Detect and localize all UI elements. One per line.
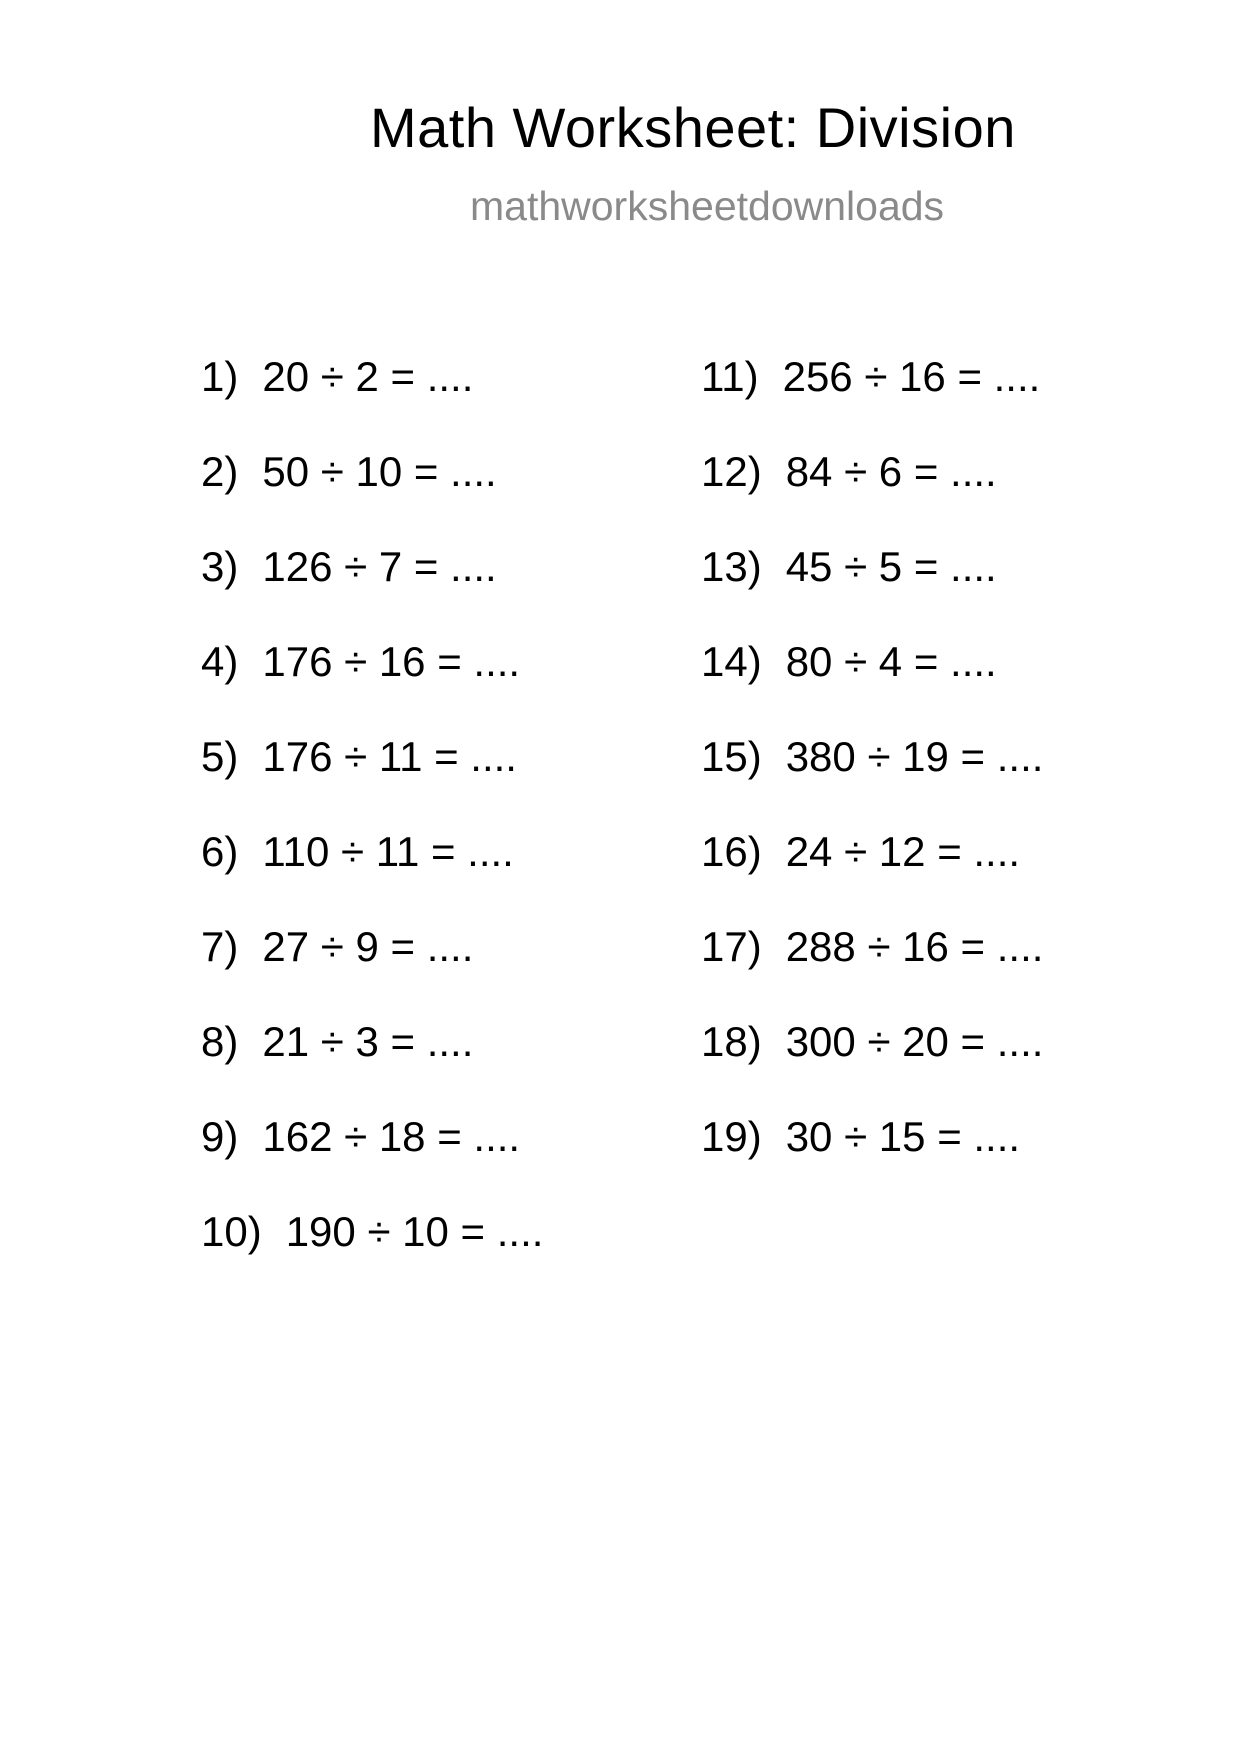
problem-number: 17) (701, 923, 762, 970)
problem-expression: 176 ÷ 16 = .... (262, 638, 521, 685)
problem-number: 6) (201, 828, 239, 875)
problem-expression: 176 ÷ 11 = .... (262, 733, 517, 780)
problem-number: 1) (201, 353, 239, 400)
problem-expression: 24 ÷ 12 = .... (785, 828, 1021, 875)
problem-number: 10) (201, 1208, 262, 1255)
page-title: Math Worksheet: Division (370, 96, 1016, 159)
problem-list-left (201, 353, 543, 1303)
problem-expression: 50 ÷ 10 = .... (262, 448, 497, 495)
problem-number: 11) (701, 353, 759, 400)
problem-list-right (701, 353, 1043, 1208)
problem-number: 8) (201, 1018, 239, 1065)
problem-expression: 45 ÷ 5 = .... (785, 543, 997, 590)
problem-expression: 126 ÷ 7 = .... (262, 543, 497, 590)
problem-expression: 300 ÷ 20 = .... (785, 1018, 1044, 1065)
problem-number: 14) (701, 638, 762, 685)
problem-number: 3) (201, 543, 239, 590)
problem-expression: 380 ÷ 19 = .... (785, 733, 1044, 780)
problem-number: 16) (701, 828, 762, 875)
problem-item (701, 353, 1043, 448)
problem-number: 18) (701, 1018, 762, 1065)
problem-number: 13) (701, 543, 762, 590)
problem-expression: 162 ÷ 18 = .... (262, 1113, 521, 1160)
problem-item (201, 353, 543, 448)
problem-expression: 110 ÷ 11 = .... (262, 828, 514, 875)
page-subtitle: mathworksheetdownloads (470, 183, 945, 229)
problem-expression: 190 ÷ 10 = .... (285, 1208, 544, 1255)
problem-item (701, 733, 1043, 828)
problem-expression: 20 ÷ 2 = .... (262, 353, 474, 400)
problem-expression: 84 ÷ 6 = .... (785, 448, 997, 495)
problem-item (201, 923, 543, 1018)
problem-number: 15) (701, 733, 762, 780)
problem-number: 5) (201, 733, 239, 780)
problem-expression: 288 ÷ 16 = .... (785, 923, 1044, 970)
problem-expression: 80 ÷ 4 = .... (785, 638, 997, 685)
problem-number: 2) (201, 448, 239, 495)
problem-item (201, 1208, 543, 1303)
problem-number: 7) (201, 923, 239, 970)
problem-item (701, 448, 1043, 543)
problem-number: 4) (201, 638, 239, 685)
problem-item (701, 923, 1043, 1018)
problem-expression: 27 ÷ 9 = .... (262, 923, 474, 970)
problem-item (701, 828, 1043, 923)
problem-item (201, 543, 543, 638)
problem-item (201, 448, 543, 543)
problem-item (201, 828, 543, 923)
problem-item (201, 1113, 543, 1208)
problem-number: 12) (701, 448, 762, 495)
problem-expression: 30 ÷ 15 = .... (785, 1113, 1021, 1160)
problem-item (201, 638, 543, 733)
problem-item (701, 638, 1043, 733)
problem-expression: 256 ÷ 16 = .... (782, 353, 1041, 400)
problem-item (201, 1018, 543, 1113)
problem-item (201, 733, 543, 828)
problem-item (701, 1113, 1043, 1208)
problem-item (701, 543, 1043, 638)
problem-number: 19) (701, 1113, 762, 1160)
problem-number: 9) (201, 1113, 239, 1160)
problem-item (701, 1018, 1043, 1113)
problem-expression: 21 ÷ 3 = .... (262, 1018, 474, 1065)
